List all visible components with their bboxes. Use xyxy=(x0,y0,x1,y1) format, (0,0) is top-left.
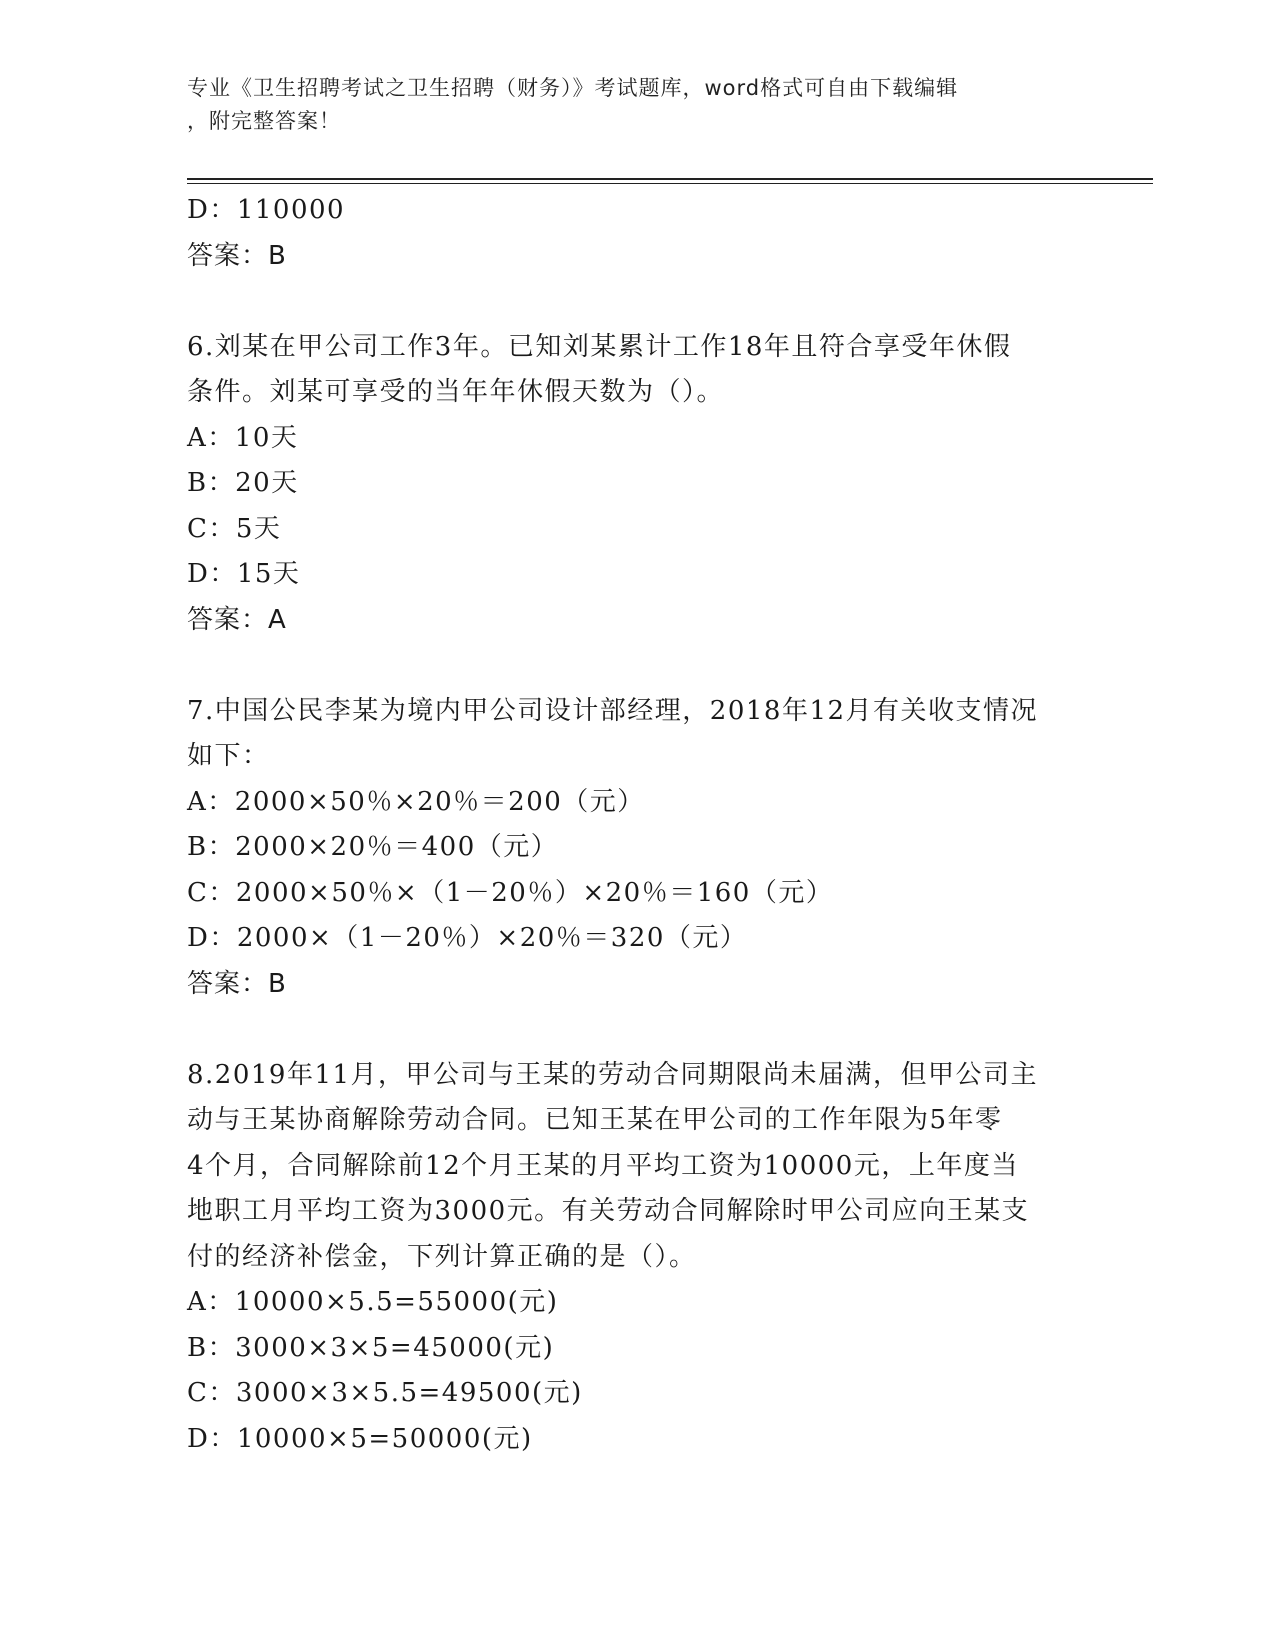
option-b: B：3000×3×5=45000(元) xyxy=(187,1332,555,1363)
option-a: A：10000×5.5=55000(元) xyxy=(187,1287,559,1317)
question-stem-line: 条件。刘某可享受的当年年休假天数为（）。 xyxy=(187,377,725,407)
question-stem-line: 6.刘某在甲公司工作3年。已知刘某累计工作18年且符合享受年休假 xyxy=(187,331,1012,362)
answer-line: 答案：B xyxy=(187,968,287,999)
header-divider-thick xyxy=(187,178,1153,180)
question-stem-line: 7.中国公民李某为境内甲公司设计部经理，2018年12月有关收支情况 xyxy=(187,695,1039,726)
question-stem-line: 动与王某协商解除劳动合同。已知王某在甲公司的工作年限为5年零 xyxy=(187,1105,1003,1135)
question-7 xyxy=(187,689,1087,1008)
option-c: C：2000×50％×（1－20％）×20％＝160（元） xyxy=(187,877,834,908)
option-b: B：2000×20％＝400（元） xyxy=(187,832,559,862)
question-list xyxy=(187,188,1087,1462)
question-stem-line: 4个月，合同解除前12个月王某的月平均工资为10000元，上年度当 xyxy=(187,1150,1019,1181)
answer-line: 答案：A xyxy=(187,604,287,635)
question-stem-line: 如下： xyxy=(187,741,270,771)
question-6 xyxy=(187,325,1087,644)
question-stem-line: 8.2019年11月，甲公司与王某的劳动合同期限尚未届满，但甲公司主 xyxy=(187,1059,1039,1090)
question-stem-line: 地职工月平均工资为3000元。有关劳动合同解除时甲公司应向王某支 xyxy=(187,1196,1030,1226)
option-d: D：110000 xyxy=(187,195,346,225)
option-c: C：3000×3×5.5=49500(元) xyxy=(187,1378,583,1408)
question-stem-line: 付的经济补偿金，下列计算正确的是（）。 xyxy=(187,1241,697,1272)
option-b: B：20天 xyxy=(187,468,299,498)
header-line-1: 专业《卫生招聘考试之卫生招聘（财务）》考试题库，word格式可自由下载编辑 xyxy=(187,76,959,100)
header-divider-thin xyxy=(187,183,1153,184)
option-a: A：10天 xyxy=(187,422,299,453)
option-d: D：15天 xyxy=(187,559,301,589)
page-header xyxy=(187,72,1067,138)
header-line-2: ，附完整答案！ xyxy=(187,109,341,133)
option-d: D：2000×（1－20％）×20％＝320（元） xyxy=(187,923,748,953)
option-a: A：2000×50％×20％＝200（元） xyxy=(187,786,645,817)
question-8 xyxy=(187,1053,1087,1463)
answer-line: 答案：B xyxy=(187,240,287,271)
option-d: D：10000×5=50000(元) xyxy=(187,1423,533,1454)
option-c: C：5天 xyxy=(187,513,282,544)
